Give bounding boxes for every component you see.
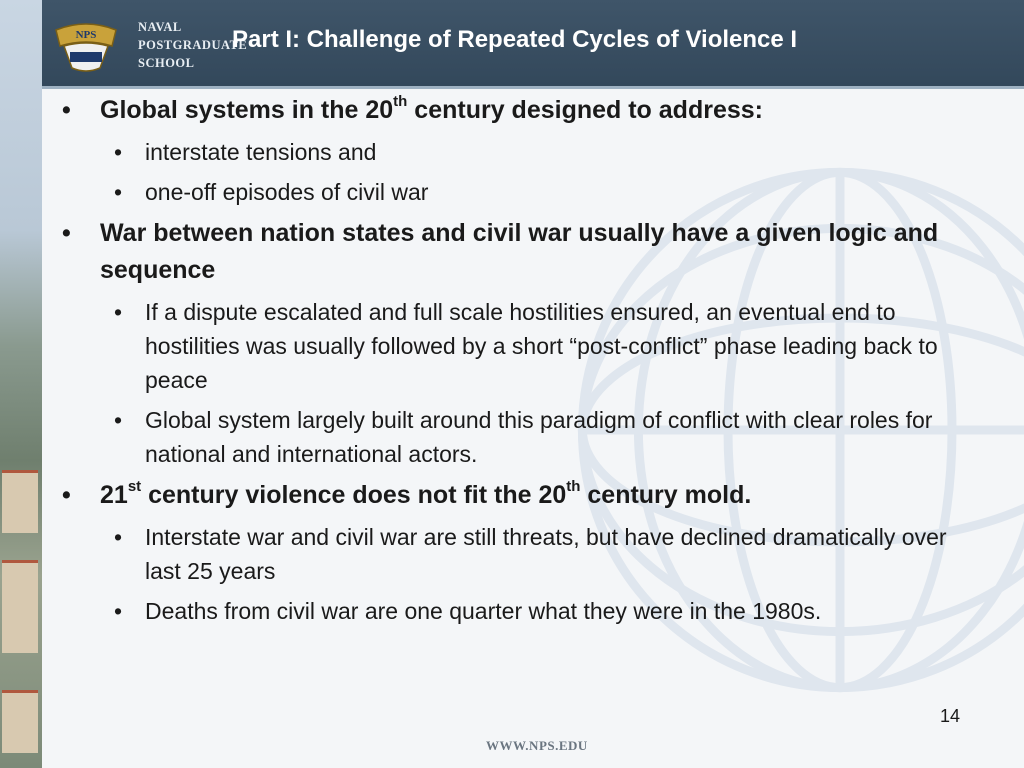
header-divider bbox=[42, 86, 1024, 89]
superscript: th bbox=[393, 92, 408, 110]
footer-url: WWW.NPS.EDU bbox=[486, 738, 588, 753]
bullet-text: century violence does not fit the 20 bbox=[141, 481, 567, 509]
bullet-text: War between nation states and civil war usually have a given logic and sequence bbox=[100, 219, 939, 284]
bullet-text: 21 bbox=[100, 481, 128, 509]
bullet-icon: • bbox=[62, 219, 71, 247]
bullet-icon: • bbox=[114, 598, 123, 624]
bullet-text: century designed to address: bbox=[407, 96, 763, 124]
sub-bullet-item bbox=[56, 295, 956, 397]
building-shape bbox=[2, 470, 38, 533]
slide-body bbox=[56, 92, 956, 634]
sub-bullet-item bbox=[56, 135, 956, 169]
bullet-icon: • bbox=[114, 524, 123, 550]
sub-bullet-item bbox=[56, 175, 956, 209]
nps-emblem-icon bbox=[50, 16, 122, 74]
building-shape bbox=[2, 560, 38, 653]
sub-bullet-item bbox=[56, 594, 956, 628]
bullet-text: century mold. bbox=[580, 481, 752, 509]
bullet-icon: • bbox=[114, 299, 123, 325]
sub-bullet-text: one-off episodes of civil war bbox=[145, 179, 429, 205]
superscript: st bbox=[127, 477, 142, 495]
bullet-item bbox=[56, 92, 956, 129]
superscript: th bbox=[566, 477, 581, 495]
bullet-icon: • bbox=[62, 481, 71, 509]
slide-title: Part I: Challenge of Repeated Cycles of Violence I bbox=[232, 26, 798, 53]
campus-photo-strip bbox=[0, 0, 42, 768]
sub-bullet-text: Deaths from civil war are one quarter what they were in the 1980s. bbox=[145, 598, 822, 624]
bullet-item bbox=[56, 215, 956, 289]
sub-bullet-item bbox=[56, 520, 956, 588]
sub-bullet-item bbox=[56, 403, 956, 471]
logo-line: NAVAL bbox=[138, 20, 182, 34]
school-name bbox=[138, 18, 247, 72]
logo-line: POSTGRADUATE bbox=[138, 38, 248, 52]
sub-bullet-text: Global system largely built around this paradigm of conflict with clear roles for national and international actors. bbox=[145, 407, 933, 467]
logo-line: SCHOOL bbox=[138, 56, 195, 70]
bullet-text: Global systems in the 20 bbox=[100, 96, 394, 124]
bullet-icon: • bbox=[114, 179, 123, 205]
bullet-icon: • bbox=[62, 96, 71, 124]
bullet-item bbox=[56, 477, 956, 514]
sub-bullet-text: If a dispute escalated and full scale hostilities ensured, an eventual end to hostilities was usually followed by a short “post-conflict” phase leading back to peace bbox=[145, 299, 938, 393]
page-number: 14 bbox=[940, 706, 961, 726]
emblem-text: NPS bbox=[75, 29, 97, 41]
bullet-icon: • bbox=[114, 407, 123, 433]
sub-bullet-text: Interstate war and civil war are still threats, but have declined dramatically over last 25 years bbox=[145, 524, 947, 584]
building-shape bbox=[2, 690, 38, 753]
sub-bullet-text: interstate tensions and bbox=[145, 139, 377, 165]
bullet-icon: • bbox=[114, 139, 123, 165]
